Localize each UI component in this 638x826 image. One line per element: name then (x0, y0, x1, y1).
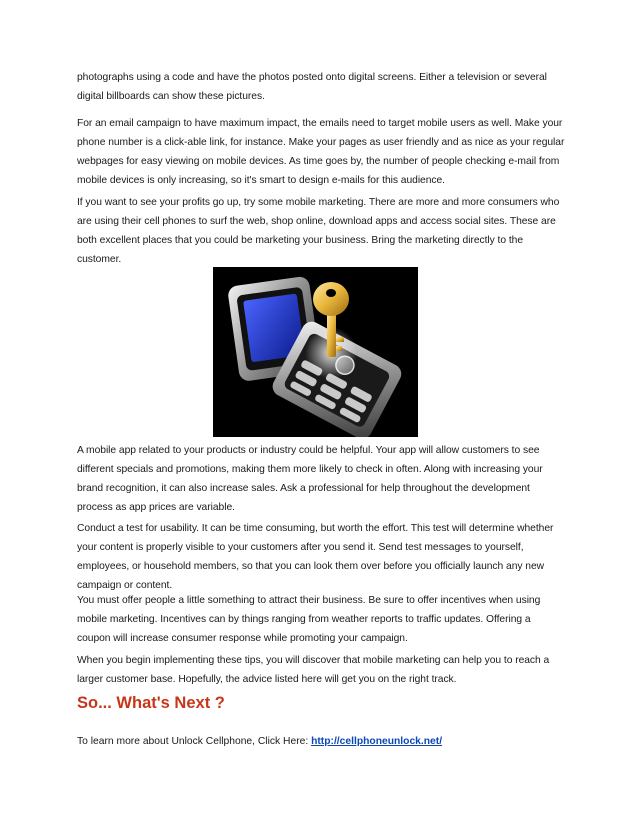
flip-phone-with-gold-key-icon (213, 267, 418, 437)
paragraph: Conduct a test for usability. It can be time consuming, but worth the effort. This test will determine whether your content is properly visible to your customers after you send it. Send test messages to yourself, employees, or household members, so that you can look them over before you officially launch any new campaign or content. (77, 523, 554, 591)
paragraph: You must offer people a little something to attract their business. Be sure to offer incentives when using mobile marketing. Incentives can by things ranging from weather reports to traffic updates. Offering a coupon will increase consumer response while promoting your campaign. (77, 595, 541, 644)
paragraph: A mobile app related to your products or industry could be helpful. Your app will allow customers to see different specials and promotions, making them more likely to check in often. Along with increasing your brand recognition, it can also increase sales. Ask a professional for help throughout the development process as app prices are variable. (77, 445, 543, 513)
paragraph: When you begin implementing these tips, you will discover that mobile marketing can help you to reach a larger customer base. Hopefully, the advice listed here will get you on the right track. (77, 655, 550, 685)
cellphoneunlock-link[interactable]: http://cellphoneunlock.net/ (311, 736, 443, 747)
paragraph: If you want to see your profits go up, try some mobile marketing. There are more and more consumers who are using their cell phones to surf the web, shop online, download apps and access social sites. These are both excellent places that you could be marketing your business. Bring the marketing directly to the customer. (77, 197, 560, 265)
section-heading: So... What's Next ? (77, 694, 225, 712)
paragraph: For an email campaign to have maximum impact, the emails need to target mobile users as well. Make your phone number is a click-able link, for instance. Make your pages as user friendly and as nice as your regular webpages for easy viewing on mobile devices. As time goes by, the number of people checking e-mail from mobile devices is only increasing, so it's smart to design e-mails for this audience. (77, 118, 565, 186)
call-to-action (77, 732, 442, 751)
paragraph: photographs using a code and have the photos posted onto digital screens. Either a television or several digital billboards can show these pictures. (77, 72, 547, 102)
cta-text: To learn more about Unlock Cellphone, Click Here: (77, 736, 312, 747)
